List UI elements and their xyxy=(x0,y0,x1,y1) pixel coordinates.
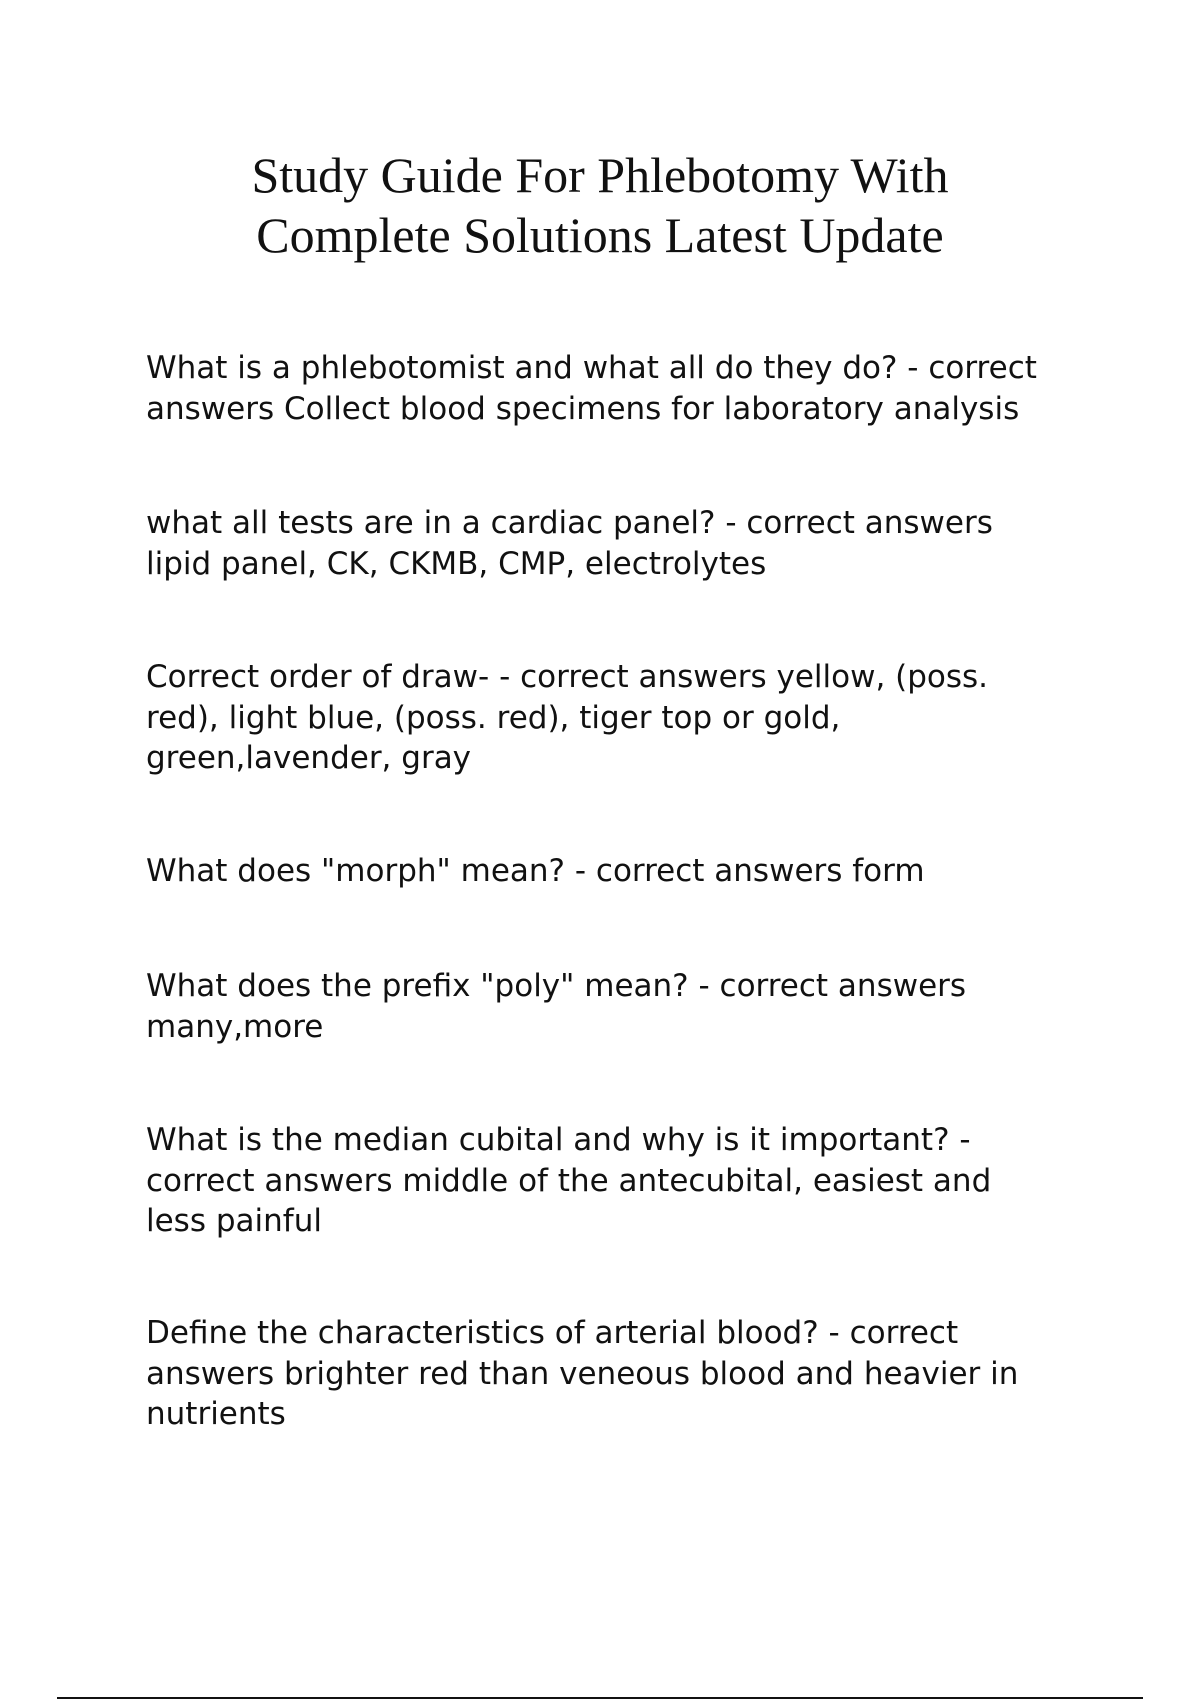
qa-item-cardiac-panel: what all tests are in a cardiac panel? - correct answers lipid panel, CK, CKMB, CMP, electrolytes xyxy=(146,505,993,582)
document-title xyxy=(0,145,1200,265)
qa-item-median-cubital: What is the median cubital and why is it important? - correct answers middle of the antecubital, easiest and less painful xyxy=(146,1122,992,1239)
qa-item-arterial-blood: Define the characteristics of arterial blood? - correct answers brighter red than veneous blood and heavier in nutrients xyxy=(146,1315,1019,1432)
qa-item-phlebotomist: What is a phlebotomist and what all do they do? - correct answers Collect blood specimens for laboratory analysis xyxy=(146,350,1037,427)
qa-item-poly: What does the prefix "poly" mean? - correct answers many,more xyxy=(146,968,967,1045)
title-line-1: Study Guide For Phlebotomy With xyxy=(251,147,949,203)
title-line-2: Complete Solutions Latest Update xyxy=(256,207,944,263)
qa-item-morph: What does "morph" mean? - correct answers form xyxy=(146,853,925,889)
qa-item-order-of-draw: Correct order of draw- - correct answers yellow, (poss. red), light blue, (poss. red), tiger top or gold, green,lavender, gray xyxy=(146,659,989,776)
bottom-divider xyxy=(57,1697,1143,1699)
